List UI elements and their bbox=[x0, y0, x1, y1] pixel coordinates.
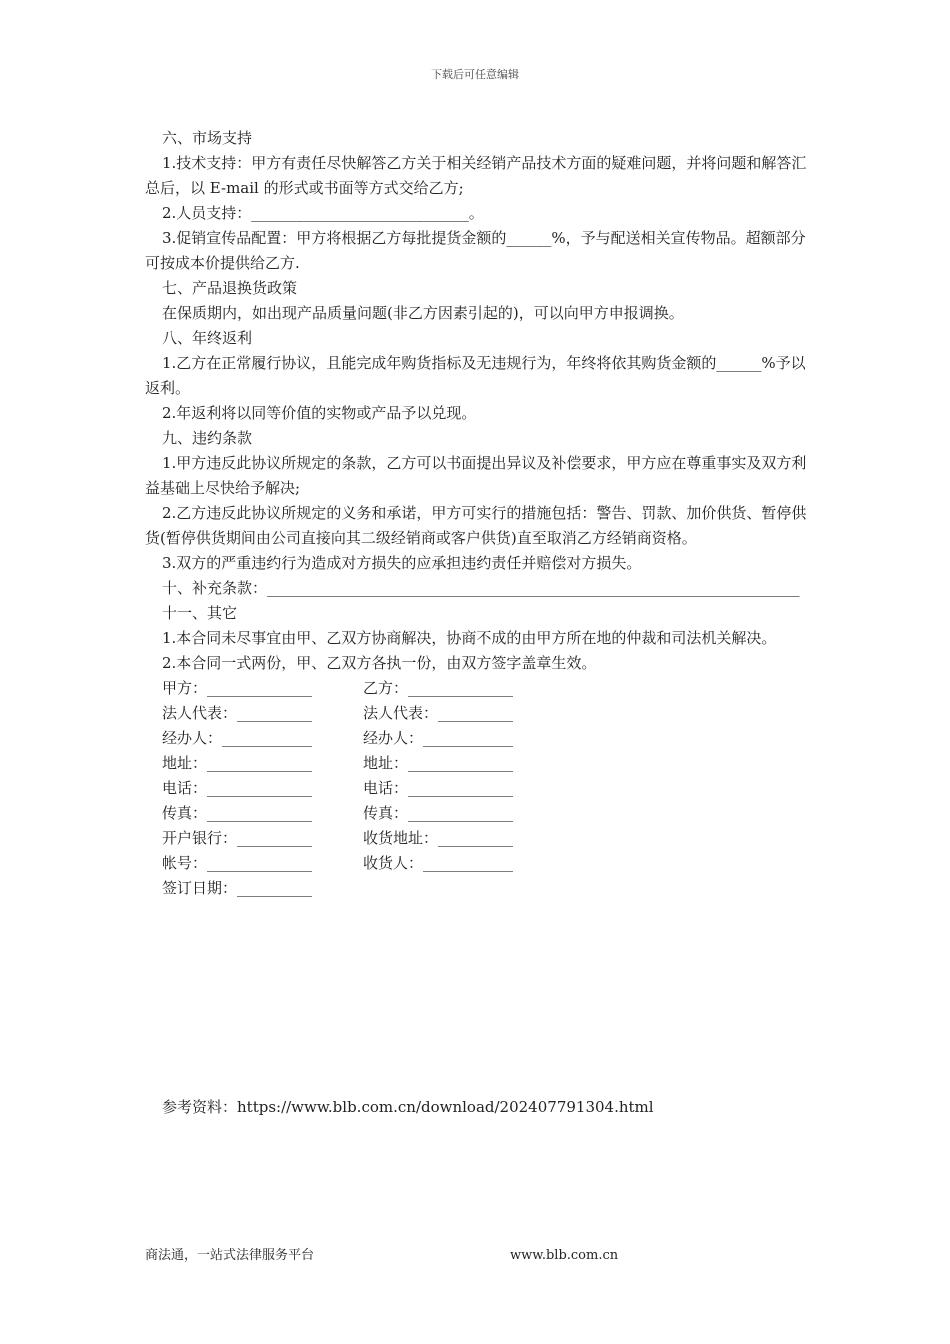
clause-warranty-exchange: 在保质期内，如出现产品质量问题(非乙方因素引起的)，可以向甲方申报调换。 bbox=[162, 304, 684, 322]
section-heading-supplementary: 十、补充条款：_______________________________________________________________________ bbox=[162, 579, 800, 597]
signature-row-account bbox=[145, 851, 810, 876]
footer-website: www.blb.com.cn bbox=[510, 1248, 619, 1263]
signature-row-phone bbox=[145, 776, 810, 801]
signature-row-agent bbox=[145, 726, 810, 751]
clause-party-b-breach: 2.乙方违反此协议所规定的义务和承诺，甲方可实行的措施包括：警告、罚款、加价供货、暂停供货(暂停供货期间由公司直接向其二级经销商或客户供货)直至取消乙方经销商资格。 bbox=[145, 504, 807, 547]
party-b-field: 乙方：______________ bbox=[363, 679, 514, 697]
party-b-agent-field: 经办人：____________ bbox=[363, 729, 514, 747]
footer-tagline: 商法通，一站式法律服务平台 bbox=[145, 1248, 315, 1263]
clause-copies-effective: 2.本合同一式两份，甲、乙双方各执一份，由双方签字盖章生效。 bbox=[162, 654, 597, 672]
party-b-fax-field: 传真：______________ bbox=[363, 804, 514, 822]
reference-link: 参考资料：https://www.blb.com.cn/download/202407791304.html bbox=[162, 1098, 654, 1116]
party-b-recipient-field: 收货人：____________ bbox=[363, 854, 514, 872]
party-a-address-field: 地址：______________ bbox=[162, 754, 313, 772]
party-a-agent-field: 经办人：____________ bbox=[162, 729, 313, 747]
signature-block bbox=[145, 676, 810, 901]
clause-party-a-breach: 1.甲方违反此协议所规定的条款，乙方可以书面提出异议及补偿要求，甲方应在尊重事实及双方利益基础上尽快给予解决; bbox=[145, 454, 807, 497]
signature-row-date bbox=[145, 876, 810, 901]
signature-row-legal-rep bbox=[145, 701, 810, 726]
party-a-bank-field: 开户银行：__________ bbox=[162, 829, 313, 847]
signature-row-party bbox=[145, 676, 810, 701]
clause-rebate-in-kind: 2.年返利将以同等价值的实物或产品予以兑现。 bbox=[162, 404, 477, 422]
party-b-phone-field: 电话：______________ bbox=[363, 779, 514, 797]
party-a-fax-field: 传真：______________ bbox=[162, 804, 313, 822]
signature-row-address bbox=[145, 751, 810, 776]
clause-rebate-percentage: 1.乙方在正常履行协议，且能完成年购货指标及无违规行为，年终将依其购货金额的______%予以返利。 bbox=[145, 354, 806, 397]
section-heading-other: 十一、其它 bbox=[162, 604, 238, 622]
party-b-delivery-address-field: 收货地址：__________ bbox=[363, 829, 514, 847]
clause-technical-support: 1.技术支持：甲方有责任尽快解答乙方关于相关经销产品技术方面的疑难问题，并将问题和解答汇总后，以 E-mail 的形式或书面等方式交给乙方; bbox=[145, 154, 807, 197]
clause-mutual-breach: 3.双方的严重违约行为造成对方损失的应承担违约责任并赔偿对方损失。 bbox=[162, 554, 642, 572]
party-a-phone-field: 电话：______________ bbox=[162, 779, 313, 797]
party-a-legal-rep-field: 法人代表：__________ bbox=[162, 704, 313, 722]
party-b-legal-rep-field: 法人代表：__________ bbox=[363, 704, 514, 722]
clause-personnel-support: 2.人员支持：_____________________________。 bbox=[162, 204, 484, 222]
party-b-address-field: 地址：______________ bbox=[363, 754, 514, 772]
section-heading-market-support: 六、市场支持 bbox=[162, 129, 253, 147]
clause-dispute-resolution: 1.本合同未尽事宜由甲、乙双方协商解决，协商不成的由甲方所在地的仲裁和司法机关解决。 bbox=[162, 629, 777, 647]
section-heading-returns-policy: 七、产品退换货政策 bbox=[162, 279, 298, 297]
header-note: 下载后可任意编辑 bbox=[431, 68, 519, 81]
clause-promotional-materials: 3.促销宣传品配置：甲方将根据乙方每批提货金额的______%，予与配送相关宣传物品。超额部分可按成本价提供给乙方. bbox=[145, 229, 806, 272]
signature-row-bank bbox=[145, 826, 810, 851]
party-a-field: 甲方：______________ bbox=[162, 679, 313, 697]
section-heading-breach: 九、违约条款 bbox=[162, 429, 253, 447]
signature-row-fax bbox=[145, 801, 810, 826]
signing-date-field: 签订日期：__________ bbox=[162, 879, 313, 897]
party-a-account-field: 帐号：______________ bbox=[162, 854, 313, 872]
section-heading-year-end-rebate: 八、年终返利 bbox=[162, 329, 253, 347]
contract-body bbox=[145, 126, 810, 901]
